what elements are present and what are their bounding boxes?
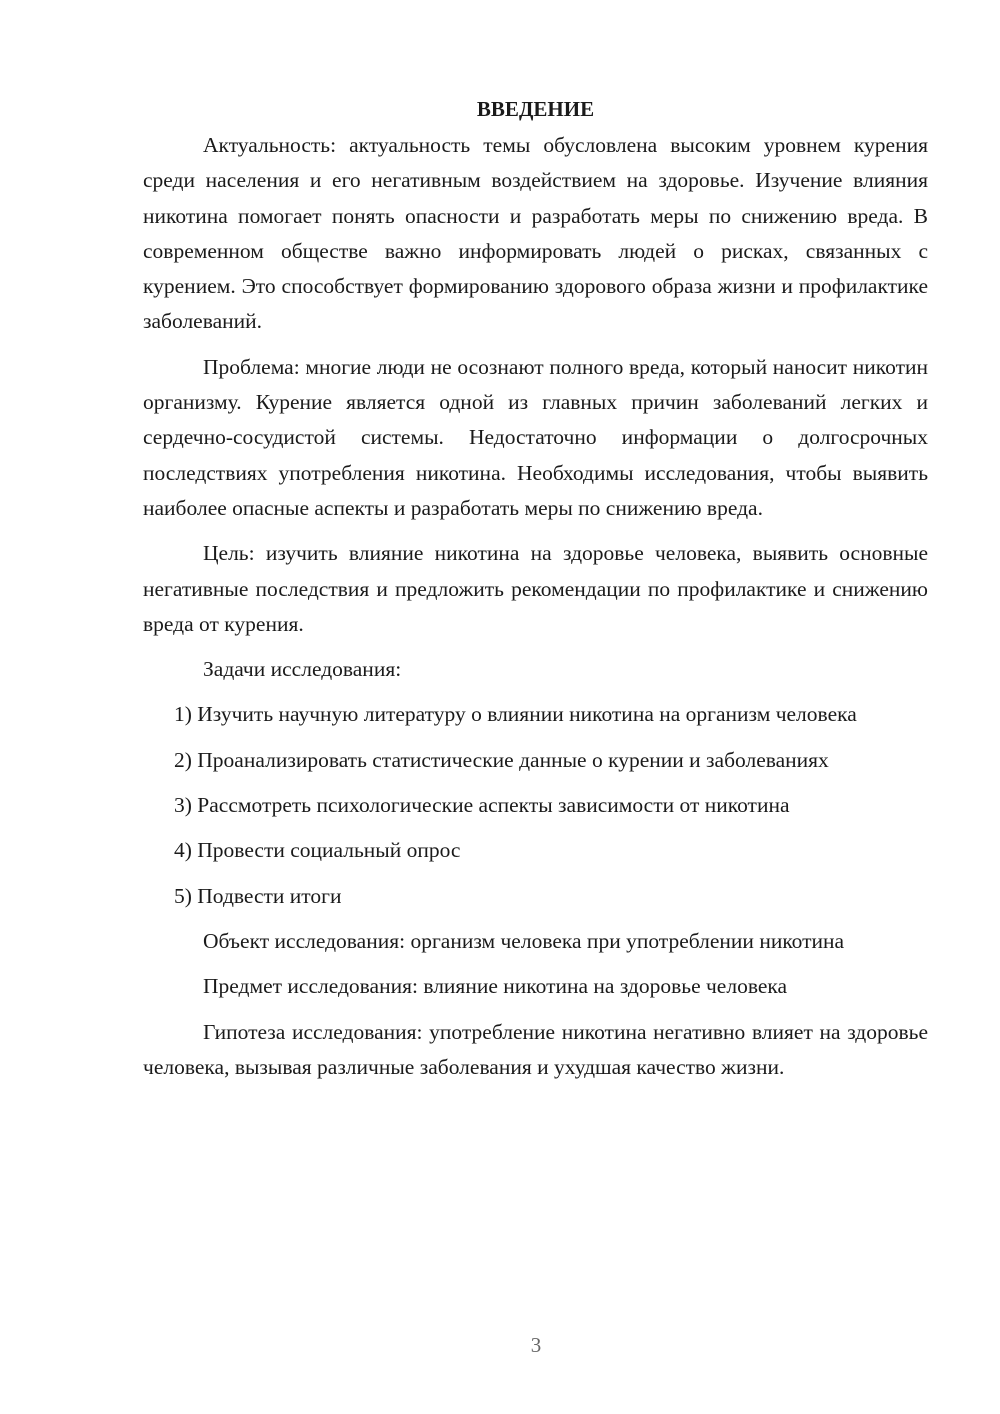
tasks-heading: Задачи исследования: (203, 657, 402, 682)
research-subject-paragraph: Предмет исследования: влияние никотина на здоровье человека (203, 974, 788, 999)
hypothesis-paragraph: Гипотеза исследования: употребление никотина негативно влияет на здоровье человека, вызывая различные заболевания и ухудшая качество жизни. (143, 1019, 928, 1079)
list-item: 5) Подвести итоги (174, 883, 342, 908)
list-item: 2) Проанализировать статистические данные о курении и заболеваниях (174, 747, 829, 772)
page-title: ВВЕДЕНИЕ (476, 97, 595, 121)
list-item: 4) Провести социальный опрос (174, 838, 461, 863)
problem-paragraph: Проблема: многие люди не осознают полного вреда, который наносит никотин организму. Курение является одной из главных причин заболеваний легких и сердечно-сосудистой системы. Недостаточно информации о долгосрочных последствиях употребления никотина. Необходимы исследования, чтобы выявить наиболее опасные аспекты и разработать меры по снижению вреда. (143, 354, 928, 520)
tasks-list (143, 697, 928, 913)
list-item: 3) Рассмотреть психологические аспекты зависимости от никотина (174, 793, 790, 818)
page-number: 3 (530, 1333, 542, 1357)
document-body (143, 92, 928, 1095)
goal-paragraph: Цель: изучить влияние никотина на здоровье человека, выявить основные негативные последствия и предложить рекомендации по профилактике и снижению вреда от курения. (143, 541, 928, 636)
list-item: 1) Изучить научную литературу о влиянии никотина на организм человека (174, 702, 857, 727)
research-object-paragraph: Объект исследования: организм человека при употреблении никотина (203, 928, 845, 953)
relevance-paragraph: Актуальность: актуальность темы обусловлена высоким уровнем курения среди населения и его негативным воздействием на здоровье. Изучение влияния никотина помогает понять опасности и разработать меры по снижению вреда. В современном обществе важно информировать людей о рисках, связанных с курением. Это способствует формированию здорового образа жизни и профилактике заболеваний. (143, 133, 928, 334)
